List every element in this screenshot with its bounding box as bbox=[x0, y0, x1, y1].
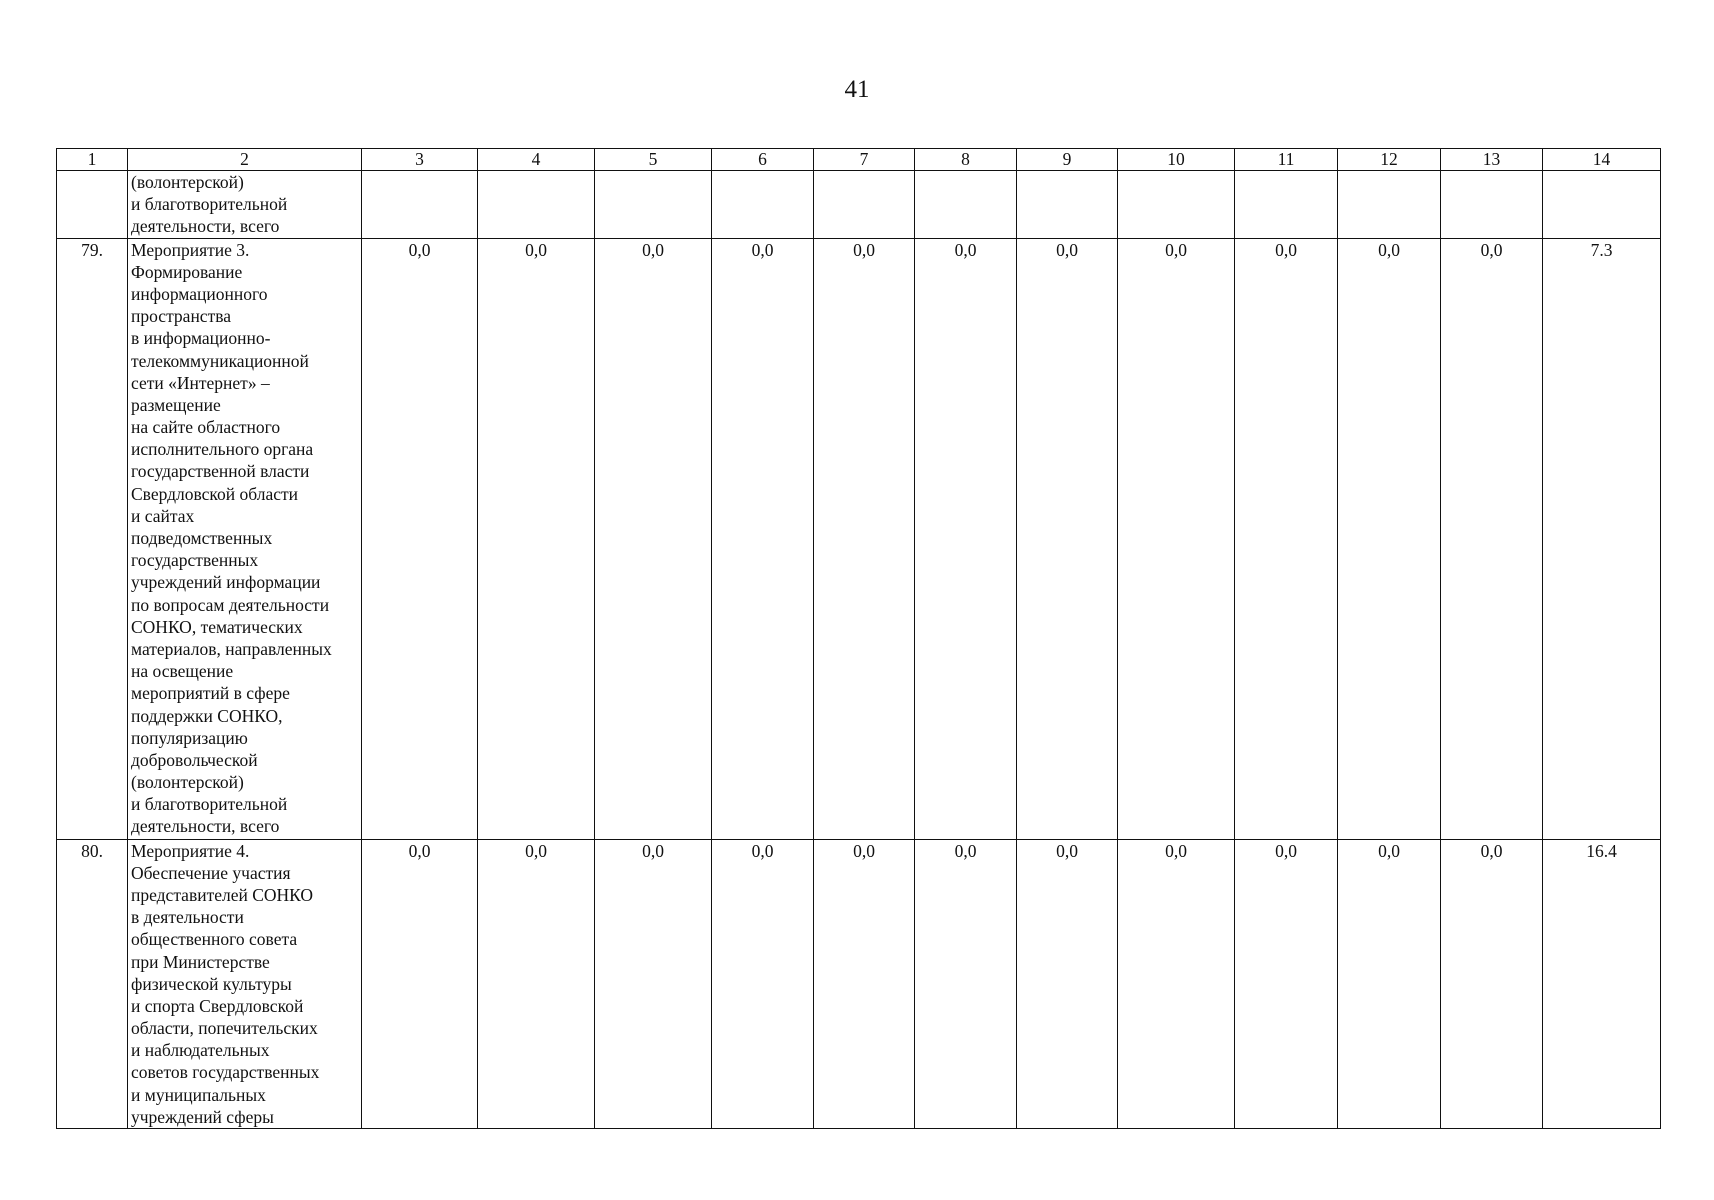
description-line: представителей СОНКО bbox=[131, 884, 314, 905]
description-line: и сайтах bbox=[131, 505, 195, 526]
description-line: СОНКО, тематических bbox=[131, 616, 303, 637]
description-line: и спорта Свердловской bbox=[131, 995, 304, 1016]
description-line: учреждений информации bbox=[131, 572, 321, 593]
row-number-cell: 79. bbox=[57, 238, 128, 839]
page-number: 41 bbox=[844, 76, 870, 103]
value-cell: 0,0 bbox=[915, 238, 1017, 839]
value-cell bbox=[362, 171, 478, 239]
description-line: информационного bbox=[131, 283, 268, 304]
description-line: Обеспечение участия bbox=[131, 862, 291, 883]
column-header: 9 bbox=[1017, 149, 1118, 171]
value-cell bbox=[814, 171, 915, 239]
description-line: деятельности, всего bbox=[131, 216, 280, 237]
description-line: размещение bbox=[131, 394, 221, 415]
description-line: области, попечительских bbox=[131, 1018, 318, 1039]
value-cell: 0,0 bbox=[1338, 238, 1441, 839]
description-line: и наблюдательных bbox=[131, 1040, 270, 1061]
value-cell bbox=[1017, 171, 1118, 239]
description-line: на сайте областного bbox=[131, 417, 281, 438]
description-line: на освещение bbox=[131, 661, 234, 682]
value-cell: 0,0 bbox=[595, 238, 712, 839]
description-line: Мероприятие 4. bbox=[131, 840, 250, 861]
description-line: государственных bbox=[131, 550, 259, 571]
column-header: 12 bbox=[1338, 149, 1441, 171]
description-line: материалов, направленных bbox=[131, 638, 332, 659]
value-cell: 16.4 bbox=[1543, 839, 1661, 1128]
description-line: популяризацию bbox=[131, 727, 248, 748]
value-cell: 0,0 bbox=[362, 238, 478, 839]
description-line: и благотворительной bbox=[131, 794, 288, 815]
column-header: 4 bbox=[478, 149, 595, 171]
description-line: Мероприятие 3. bbox=[131, 239, 250, 260]
column-header: 8 bbox=[915, 149, 1017, 171]
data-table bbox=[56, 148, 1661, 1129]
description-line: и муниципальных bbox=[131, 1084, 266, 1105]
description-line: подведомственных bbox=[131, 528, 273, 548]
value-cell bbox=[915, 171, 1017, 239]
column-header: 14 bbox=[1543, 149, 1661, 171]
value-cell bbox=[595, 171, 712, 239]
column-header: 5 bbox=[595, 149, 712, 171]
description-line: исполнительного органа bbox=[131, 439, 314, 460]
description-line: и благотворительной bbox=[131, 194, 288, 215]
description-line: советов государственных bbox=[131, 1062, 320, 1083]
value-cell: 0,0 bbox=[1118, 238, 1235, 839]
description-line: учреждений сферы bbox=[131, 1106, 274, 1127]
description-line: по вопросам деятельности bbox=[131, 594, 330, 615]
column-header: 11 bbox=[1235, 149, 1338, 171]
value-cell: 0,0 bbox=[478, 238, 595, 839]
value-cell: 0,0 bbox=[712, 238, 814, 839]
description-line: сети «Интернет» – bbox=[131, 372, 270, 393]
value-cell: 0,0 bbox=[1017, 839, 1118, 1128]
description-line: телекоммуникационной bbox=[131, 350, 309, 371]
description-line: пространства bbox=[131, 306, 232, 327]
column-header: 13 bbox=[1441, 149, 1543, 171]
description-line: (волонтерской) bbox=[131, 772, 244, 793]
description-line: общественного совета bbox=[131, 929, 298, 950]
description-line: физической культуры bbox=[131, 973, 292, 994]
description-cell bbox=[128, 839, 362, 1128]
description-cell bbox=[128, 171, 362, 239]
column-header: 7 bbox=[814, 149, 915, 171]
value-cell: 0,0 bbox=[814, 839, 915, 1128]
description-line: в деятельности bbox=[131, 907, 244, 928]
description-line: (волонтерской) bbox=[131, 172, 244, 192]
value-cell: 0,0 bbox=[1235, 238, 1338, 839]
column-header: 10 bbox=[1118, 149, 1235, 171]
column-header: 2 bbox=[128, 149, 362, 171]
description-line: государственной власти bbox=[131, 461, 310, 482]
row-number-cell bbox=[57, 171, 128, 239]
value-cell bbox=[478, 171, 595, 239]
row-number-cell: 80. bbox=[57, 839, 128, 1128]
value-cell: 0,0 bbox=[712, 839, 814, 1128]
value-cell: 0,0 bbox=[478, 839, 595, 1128]
description-line: в информационно- bbox=[131, 328, 271, 349]
column-number-row bbox=[57, 149, 1661, 171]
value-cell: 0,0 bbox=[1235, 839, 1338, 1128]
table-row-continuation bbox=[57, 171, 1661, 239]
value-cell: 0,0 bbox=[362, 839, 478, 1128]
table-row-80 bbox=[57, 839, 1661, 1128]
description-line: при Министерстве bbox=[131, 951, 270, 972]
description-line: добровольческой bbox=[131, 749, 258, 770]
value-cell: 0,0 bbox=[1338, 839, 1441, 1128]
value-cell bbox=[712, 171, 814, 239]
description-line: поддержки СОНКО, bbox=[131, 705, 283, 726]
description-cell bbox=[128, 238, 362, 839]
value-cell bbox=[1118, 171, 1235, 239]
column-header: 6 bbox=[712, 149, 814, 171]
description-line: мероприятий в сфере bbox=[131, 683, 290, 704]
description-line: Свердловской области bbox=[131, 483, 299, 504]
value-cell bbox=[1441, 171, 1543, 239]
value-cell: 0,0 bbox=[1441, 839, 1543, 1128]
table-row-79 bbox=[57, 238, 1661, 839]
value-cell: 7.3 bbox=[1543, 238, 1661, 839]
value-cell: 0,0 bbox=[595, 839, 712, 1128]
value-cell bbox=[1235, 171, 1338, 239]
description-line: Формирование bbox=[131, 261, 243, 282]
description-line: деятельности, всего bbox=[131, 816, 280, 837]
column-header: 1 bbox=[57, 149, 128, 171]
value-cell: 0,0 bbox=[1441, 238, 1543, 839]
value-cell bbox=[1543, 171, 1661, 239]
value-cell: 0,0 bbox=[915, 839, 1017, 1128]
value-cell: 0,0 bbox=[814, 238, 915, 839]
value-cell: 0,0 bbox=[1118, 839, 1235, 1128]
column-header: 3 bbox=[362, 149, 478, 171]
value-cell: 0,0 bbox=[1017, 238, 1118, 839]
value-cell bbox=[1338, 171, 1441, 239]
